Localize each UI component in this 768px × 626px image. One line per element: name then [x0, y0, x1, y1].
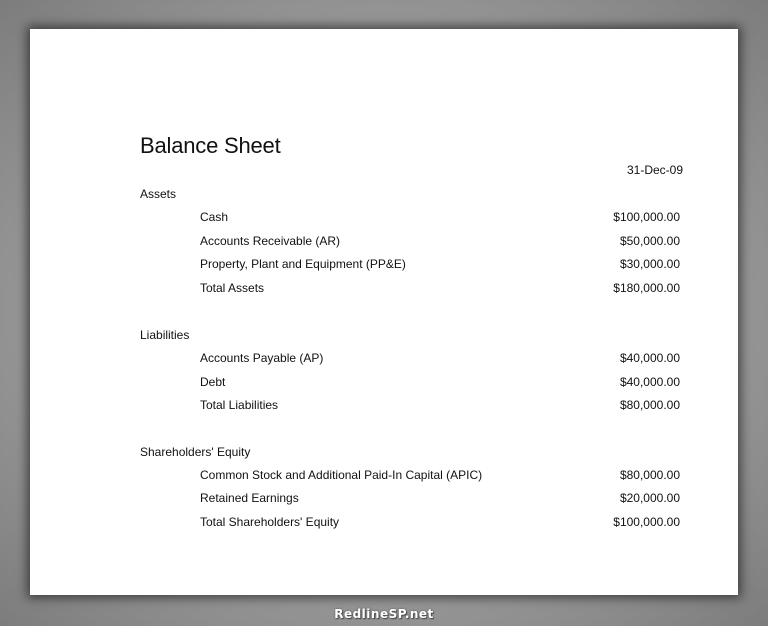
row-label: Common Stock and Additional Paid-In Capital (APIC) [200, 468, 483, 482]
row-amount: $40,000.00 [619, 375, 680, 389]
table-row [200, 351, 680, 367]
row-amount: $100,000.00 [613, 515, 680, 529]
section-heading-liabilities: Liabilities [140, 328, 190, 342]
report-date: 31-Dec-09 [626, 163, 683, 177]
row-amount: $80,000.00 [619, 398, 680, 412]
row-label: Total Shareholders' Equity [200, 515, 340, 529]
row-amount: $20,000.00 [619, 491, 680, 505]
row-amount: $180,000.00 [613, 281, 680, 295]
total-row [200, 515, 680, 531]
table-row [200, 210, 680, 226]
row-amount: $40,000.00 [619, 351, 680, 365]
site-watermark: RedlineSP.net [334, 607, 434, 621]
total-row [200, 398, 680, 414]
row-amount: $100,000.00 [613, 210, 680, 224]
table-row [200, 234, 680, 250]
table-row [200, 257, 680, 273]
section-heading-assets: Assets [140, 187, 177, 201]
row-label: Property, Plant and Equipment (PP&E) [200, 257, 406, 271]
row-label: Debt [200, 375, 226, 389]
table-row [200, 491, 680, 507]
table-row [200, 468, 680, 484]
section-heading-equity: Shareholders' Equity [140, 445, 251, 459]
total-row [200, 281, 680, 297]
row-label: Total Liabilities [200, 398, 279, 412]
document-page [30, 29, 738, 595]
table-row [200, 375, 680, 391]
row-amount: $30,000.00 [619, 257, 680, 271]
row-label: Total Assets [200, 281, 265, 295]
document-title: Balance Sheet [140, 133, 281, 158]
row-amount: $80,000.00 [619, 468, 680, 482]
row-amount: $50,000.00 [619, 234, 680, 248]
row-label: Accounts Receivable (AR) [200, 234, 341, 248]
row-label: Retained Earnings [200, 491, 299, 505]
row-label: Cash [200, 210, 229, 224]
row-label: Accounts Payable (AP) [200, 351, 324, 365]
